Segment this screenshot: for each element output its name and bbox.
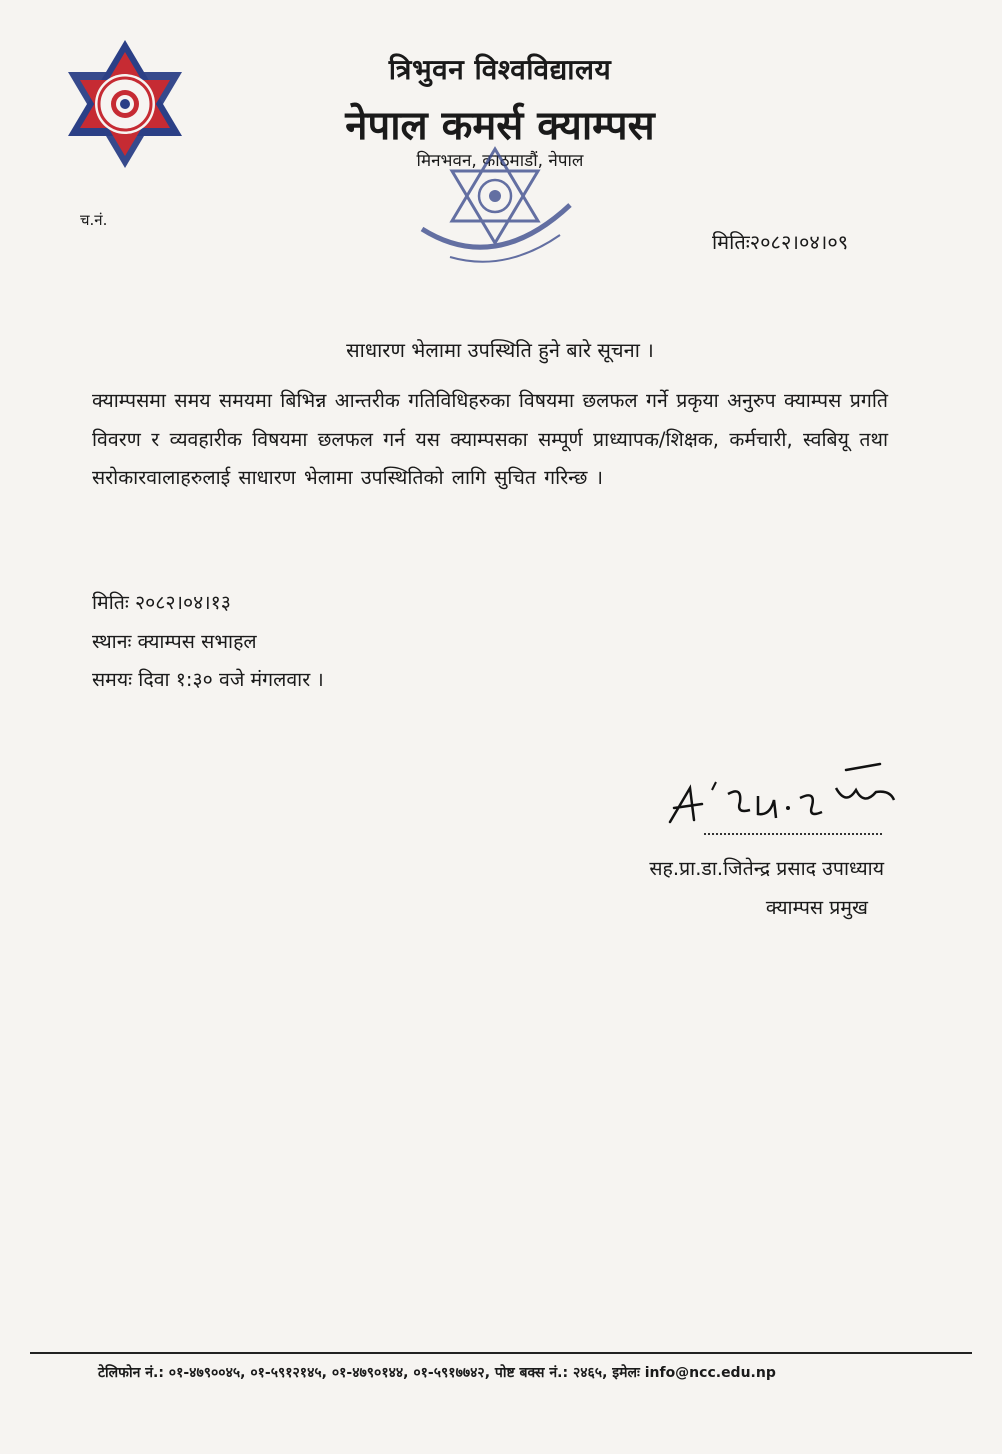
- campus-address: मिनभवन, काठमाडौं, नेपाल: [416, 151, 584, 171]
- footer-divider: [30, 1352, 972, 1354]
- notice-subject: साधारण भेलामा उपस्थिति हुने बारे सूचना ।: [346, 338, 654, 362]
- campus-name: नेपाल कमर्स क्याम्पस: [345, 103, 655, 149]
- campus-seal-stamp-icon: [410, 145, 580, 275]
- signer-name: सह.प्रा.डा.जितेन्द्र प्रसाद उपाध्याय: [649, 857, 884, 880]
- meeting-venue: स्थानः क्याम्पस सभाहल: [92, 629, 257, 653]
- handwritten-signature-icon: [650, 760, 910, 840]
- signature-dotted-line: [704, 833, 882, 835]
- meeting-date: मितिः २०८२।०४।१३: [92, 591, 231, 614]
- signer-title: क्याम्पस प्रमुख: [765, 896, 868, 919]
- university-name: त्रिभुवन विश्वविद्यालय: [388, 53, 612, 86]
- issue-date: मितिः२०८२।०४।०९: [712, 230, 849, 254]
- notice-body: क्याम्पसमा समय समयमा बिभिन्न आन्तरीक गतिविधिहरुका विषयमा छलफल गर्ने प्रकृया अनुरुप क्याम्पस प्रगति विवरण र व्यवहारीक विषयमा छलफल गर्न यस क्याम्पसका सम्पूर्ण प्राध्यापक/शिक्षक, कर्मचारी, स्वबियू तथा सरोकारवालाहरुलाई साधारण भेलामा उपस्थितिको लागि सुचित गरिन्छ ।: [92, 389, 888, 489]
- tribhuvan-university-logo-icon: [66, 38, 184, 170]
- reference-number-label: च.नं.: [80, 211, 108, 229]
- meeting-details: [92, 584, 324, 700]
- meeting-time: समयः दिवा १:३० वजे मंगलवार ।: [92, 668, 324, 691]
- footer-contact-info: टेलिफोन नं.: ०१-४७९००४५, ०१-५९१२१४५, ०१-४७९०१४४, ०१-५९१७७४२, पोष्ट बक्स नं.: २४६५, इमेलः info@ncc.edu.np: [98, 1365, 776, 1381]
